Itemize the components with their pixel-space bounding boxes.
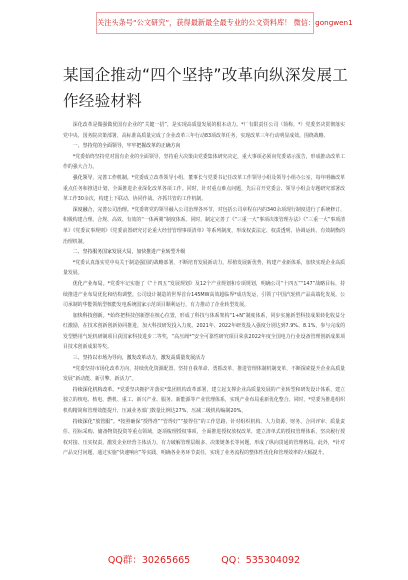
paragraph: *党委坚持市场化改革方向，持续优化资源配置，坚持自我革命、勇抓改革，推进管理体制机制变革，不断探索提升企业高质量发展“新动能、新引擎、新活力”。 bbox=[63, 365, 345, 383]
qq-text: QQ：535304092 bbox=[221, 555, 301, 566]
paragraph bbox=[63, 385, 345, 417]
paragraph-text: *党委牢记实施了《“十四五”发展规划》及12个产业规划和专项规划，明确公司“十四五”“147”战略目标，持续推进产业布局优化和结构调整。公司设计制造的世界首台145MW高效超临界*成功发运，引领了中国汽轮机产品高端化发展。公司承制的华能领航型核能发电系统国家示范项目顺利运行，有力推动了企业转型发展。 bbox=[63, 280, 345, 309]
promo-banner: 关注头条号“公文研究”，获得最新最全最专业的公文资料库！ 微信：gongwen1 bbox=[96, 12, 314, 34]
paragraph-text: *始终把科技创新摆在核心位置，形成了科技与体系架构“1+N”制度体系，同步实施新型科技成果转化收益分红激励，在技术创新创新协同推进，加大科技研发投入力度。2021年、2022年研发投入强度分别达到7.9%、8.1%，参与完成的发型燃用气轮机研制项目获国家科技进步二等奖，“高压阀*”安全可靠性研究项目荣获2022年度全国电力行业设备管理创新成果项目技术创新成果等奖。 bbox=[63, 312, 345, 351]
paragraph-lead: 优化产业布局。 bbox=[72, 280, 108, 287]
contact-footer bbox=[0, 552, 408, 570]
paragraph-text: *按照确保“授得准”“管得好”“接得住”的工作思路，针对组织机构、人力资源、财务、合同评审、质量责任、招标采购、储备物资投资等重点领域，逐项梳理授权事项，全面推进授权放权改革，建立清单式的授权管理体系，坚决履行授权对接、压实权责，激发企业经营主体活力，有力破解管理层级多、决策链条长等问题，形成了纵向贯通的管理格局。此外，*针对产品交付问题，通过实施“快速响应”等实践，明确各业务环节责任，实现了业务流程的整体性优化和管理效率的大幅提升。 bbox=[63, 418, 345, 457]
document-title: 某国企推动“四个坚持”改革向纵深发展工作经验材料 bbox=[63, 66, 349, 110]
paragraph-lead: 加快科技创新。 bbox=[72, 312, 108, 319]
paragraph: *党委始终坚持党对国有企业的全面领导，坚持重大决策由党委集体研究决定，重大事项必须向党委请示报告，形成推动改革工作的强大合力。 bbox=[63, 153, 345, 171]
section-heading: 三、坚持以市场为导向，激发改革动力，激发高质量发展活力 bbox=[72, 355, 205, 362]
paragraph-lead: 持续深化“放管服”。 bbox=[72, 418, 118, 425]
paragraph-lead: 深度融合，完善公司治理。 bbox=[72, 206, 132, 213]
paragraph bbox=[63, 311, 345, 353]
paragraph: *党委认真落实党中央关于制造强国的战略部署，不断培育发展新动力，厚植发展新优势，构建产业新体系，加快实现企业高质量发展。 bbox=[63, 259, 345, 277]
paragraph bbox=[63, 417, 345, 459]
paragraph-lead: 强化领导，完善工作机制。 bbox=[72, 174, 132, 181]
paragraph bbox=[63, 279, 345, 311]
paragraph: 深化改革是做强做优国有企业的“关键一招”，是实现高质量发展的根本动力。*厂有限责任公司（简称，*）党委坚决贯彻落实党中央、国务院决策部署，高标准高质量完成了企业改革三年行动83项改革任务，实现改革三年行动明显成效。围绕战略、 bbox=[63, 122, 345, 139]
paragraph bbox=[63, 173, 345, 205]
document-body bbox=[63, 120, 345, 459]
paragraph-text: *党委坚决拥护并落实*集团机构改革部署，建立起支撑企业高质量发展的产业转型和研发设计体系，建立独立的核电、核电、燃机、重工、新兴产业、服务、新能源等产业管理体系，实现产业布局重新优化整合。同时，*党委为推进组织机构精简和管理效能提升，压减业务部门数量比例达27%，压减二级机构编制20%。 bbox=[63, 386, 345, 415]
section-heading: 二、坚持服务国家发展大局，加快推进产业转型升级 bbox=[72, 249, 186, 256]
paragraph-text: *党委将党的领导融入公司治理各环节，对包括公司章程在内的340余项现行制度进行了系统修订，积极构建合理、合规、高效、有效的“一体两翼”制度体系。同时，制定完善了《“三重一大”事项决策管理办法》《“三重一大”事项清单》《党委议事规则》《党委前置研究讨论重大经营管理事项清单》等系列制度，形成权责法定、权责透明、协调运转、有效制衡的治理机制。 bbox=[63, 206, 345, 245]
paragraph-text: *党委成立改革领导小组，董事长与党委书记任改革工作领导小组及领导小组办公室，每年明确改革重点任务和推进计划，全面推进企业深化改革各项工作。同时，针对重点难点问题，先后召开党委会、领导小组会专题研究部署改革工作30余次，构建上下联动、协同作战、齐抓共管的工作机制。 bbox=[63, 174, 345, 203]
qq-group-text: QQ群：30265665 bbox=[107, 555, 191, 566]
paragraph bbox=[63, 205, 345, 247]
paragraph-lead: 持续深化机构改革。 bbox=[72, 386, 118, 393]
section-heading: 一、坚持党的全面领导，牢牢把握改革的正确方向 bbox=[72, 143, 181, 150]
